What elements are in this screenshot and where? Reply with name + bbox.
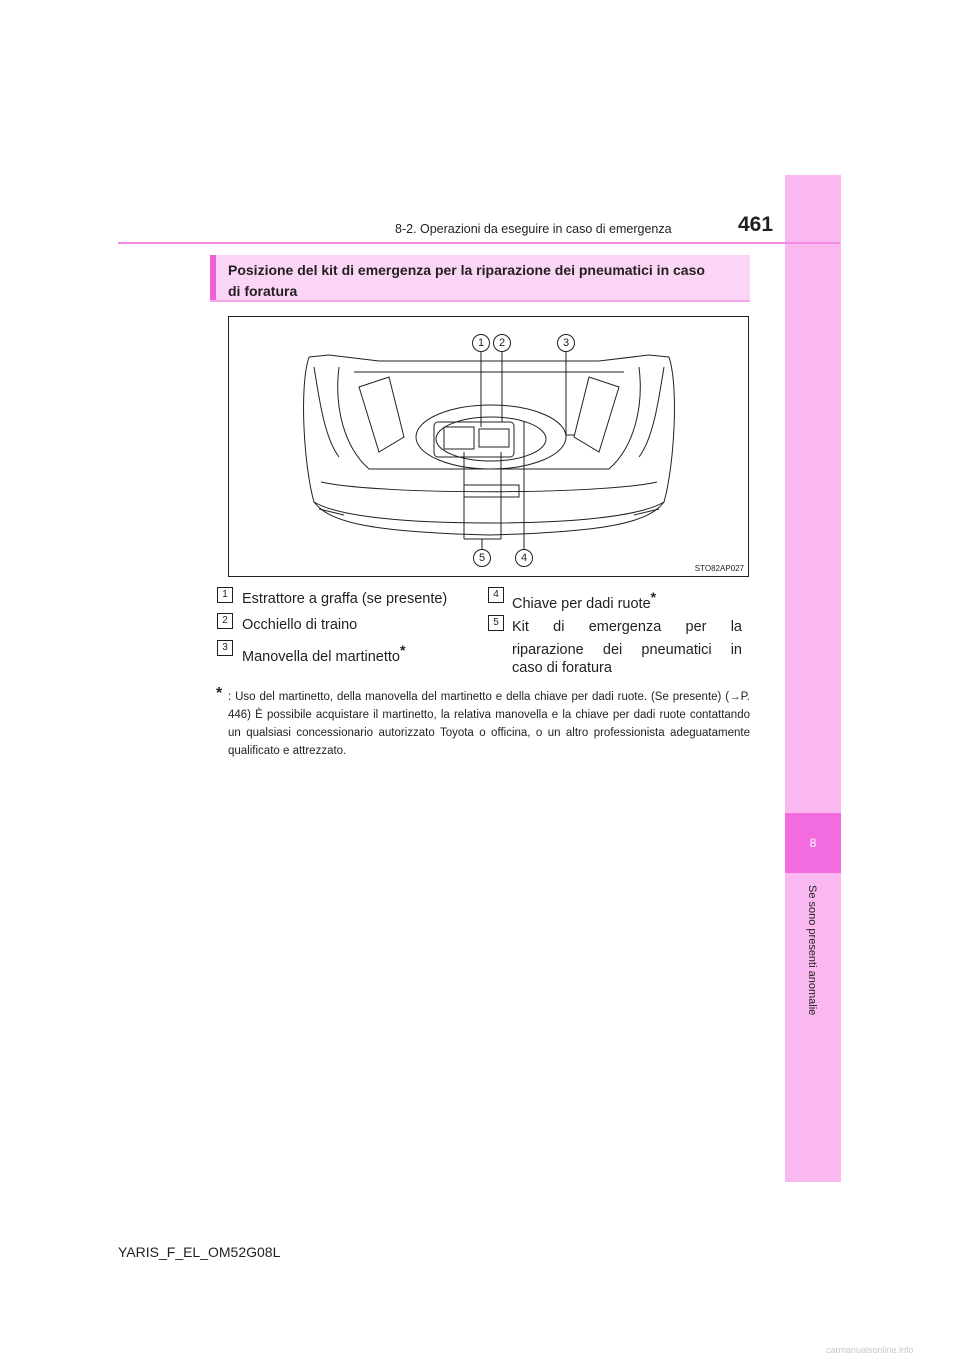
callout-1: 1 (472, 334, 490, 352)
legend-text-1: Estrattore a graffa (se presente) (242, 591, 448, 607)
figure-code: STO82AP027 (694, 564, 744, 573)
chapter-number: 8 (809, 836, 817, 850)
legend-text-3 (242, 642, 405, 665)
legend-label-3: Manovella del martinetto (242, 649, 400, 665)
footnote-marker: * (216, 685, 223, 702)
trunk-illustration (228, 316, 749, 577)
legend-label-4: Chiave per dadi ruote (512, 596, 651, 612)
chapter-title-vertical (806, 885, 820, 1035)
footnote-star-4: * (650, 589, 657, 605)
chapter-title: Se sono presenti anomalie (806, 885, 818, 1016)
legend-text-5-line2: riparazione dei pneumatici in (512, 642, 742, 658)
footnote (216, 685, 750, 760)
callout-3: 3 (557, 334, 575, 352)
watermark: carmanualsonline.info (826, 1345, 914, 1355)
callout-5: 5 (473, 549, 491, 567)
header-divider (118, 242, 840, 244)
section-title-line2: di foratura (228, 283, 298, 299)
legend-text-2: Occhiello di traino (242, 617, 358, 633)
legend-number-2: 2 (217, 613, 233, 629)
section-title-box (210, 255, 750, 301)
chapter-number-box (785, 813, 841, 873)
footnote-star-3: * (399, 642, 406, 658)
section-header: 8-2. Operazioni da eseguire in caso di emergenza (395, 222, 672, 236)
legend-text-5-line1: Kit di emergenza per la (512, 619, 742, 635)
legend-number-1: 1 (217, 587, 233, 603)
legend-number-4: 4 (488, 587, 504, 603)
callout-2: 2 (493, 334, 511, 352)
page-number: 461 (738, 213, 774, 236)
legend-text-5-line3: caso di foratura (512, 660, 612, 676)
section-title-underline (210, 300, 750, 302)
section-title-line1: Posizione del kit di emergenza per la riparazione dei pneumatici in caso (228, 262, 705, 278)
legend-number-5: 5 (488, 615, 504, 631)
legend-number-3: 3 (217, 640, 233, 656)
document-code: YARIS_F_EL_OM52G08L (118, 1244, 281, 1260)
footnote-text: : Uso del martinetto, della manovella del martinetto e della chiave per dadi ruote. (Se presente) (→P. 446) È possibile acquistare il martinetto, la relativa manovella e la chiave per dadi ruote contattando un qualsiasi concessionario autorizzato Toyota o officina, o un altro professionista adeguatamente qualificato e attrezzato. (228, 691, 750, 757)
callout-4: 4 (515, 549, 533, 567)
legend-text-4 (512, 589, 656, 612)
car-trunk-drawing (229, 317, 749, 577)
